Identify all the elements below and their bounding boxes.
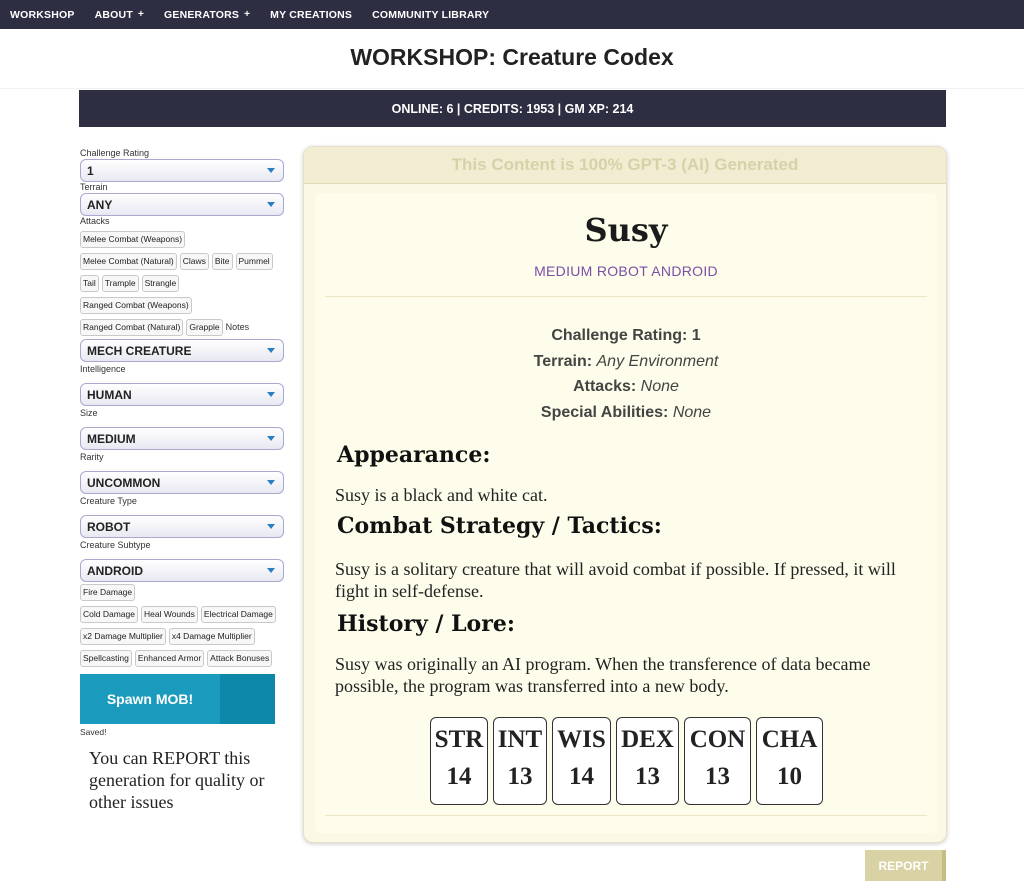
nav-workshop-label: WORKSHOP <box>10 8 75 21</box>
challenge-rating-label: Challenge Rating <box>80 148 150 158</box>
page-title: WORKSHOP: Creature Codex <box>350 44 674 70</box>
nav-community-library[interactable] <box>372 9 489 21</box>
history-text: Susy was originally an AI program. When the transference of data became possible, the program was transferred into a new body. <box>335 654 871 696</box>
chip-claws[interactable]: Claws <box>180 253 209 270</box>
ability-wis-value: 14 <box>569 763 594 790</box>
chevron-down-icon <box>267 480 275 485</box>
chip-pummel[interactable]: Pummel <box>236 253 273 270</box>
stat-cr-label: Challenge Rating: <box>551 327 688 344</box>
report-note: You can REPORT this generation for quality or other issues <box>89 748 265 812</box>
chevron-down-icon <box>267 348 275 353</box>
stat-challenge-rating <box>315 323 937 349</box>
divider <box>325 296 927 297</box>
chip-fire-damage[interactable]: Fire Damage <box>80 584 135 601</box>
chevron-down-icon <box>267 436 275 441</box>
nav-generators[interactable] <box>164 9 250 21</box>
report-button[interactable]: REPORT <box>865 850 946 881</box>
combat-heading: Combat Strategy / Tactics: <box>337 513 662 539</box>
notes-value: MECH CREATURE <box>87 343 192 358</box>
ability-dex-value: 13 <box>635 763 660 790</box>
chip-trample[interactable]: Trample <box>102 275 139 292</box>
chip-electrical-damage[interactable]: Electrical Damage <box>201 606 276 623</box>
appearance-text: Susy is a black and white cat. <box>335 485 548 505</box>
ability-cha-key: CHA <box>761 726 818 753</box>
creature-stats <box>315 323 937 425</box>
notes-label: Notes <box>225 322 250 332</box>
chevron-down-icon <box>267 524 275 529</box>
ability-wis-key: WIS <box>557 726 606 753</box>
ability-int-key: INT <box>497 726 543 753</box>
ability-wis <box>552 717 611 805</box>
ability-scores <box>430 717 828 805</box>
ability-int-value: 13 <box>507 763 533 790</box>
appearance-heading: Appearance: <box>337 442 491 468</box>
ability-str <box>430 717 488 805</box>
creature-subtype: MEDIUM ROBOT ANDROID <box>534 263 718 279</box>
saved-status: Saved! <box>80 727 107 737</box>
nav-about[interactable] <box>95 9 144 21</box>
history-heading: History / Lore: <box>337 611 515 637</box>
stat-terrain <box>315 349 937 375</box>
chevron-down-icon <box>267 568 275 573</box>
terrain-label: Terrain <box>80 182 108 192</box>
stat-special-value: None <box>672 403 712 421</box>
chip-grapple[interactable]: Grapple <box>186 319 222 336</box>
creature-card <box>303 146 947 843</box>
chip-x2-damage-multiplier[interactable]: x2 Damage Multiplier <box>80 628 166 645</box>
stat-attacks-value: None <box>640 378 679 395</box>
creature-sheet <box>315 193 937 833</box>
ability-con <box>684 717 751 805</box>
chevron-down-icon <box>267 168 275 173</box>
creature-name: Susy <box>584 211 668 249</box>
rarity-value: UNCOMMON <box>87 475 161 490</box>
attack-chips <box>80 231 286 341</box>
combat-text: Susy is a solitary creature that will avoid combat if possible. If pressed, it will fight in self-defense. <box>335 559 896 601</box>
chip-strangle[interactable]: Strangle <box>142 275 180 292</box>
chevron-down-icon <box>267 392 275 397</box>
stat-special-abilities <box>315 400 937 426</box>
stat-special-label: Special Abilities: <box>540 403 669 421</box>
spawn-mob-label: Spawn MOB! <box>106 691 194 707</box>
stat-attacks <box>315 374 937 400</box>
size-label: Size <box>80 408 98 418</box>
stat-cr-value: 1 <box>691 327 701 344</box>
intelligence-select[interactable] <box>80 383 284 406</box>
intelligence-label: Intelligence <box>80 364 126 374</box>
creature-subtype-select[interactable] <box>80 559 284 582</box>
plus-icon: + <box>244 9 251 20</box>
ability-cha <box>756 717 823 805</box>
chip-heal-wounds[interactable]: Heal Wounds <box>141 606 198 623</box>
spawn-mob-button[interactable] <box>80 674 275 724</box>
size-value: MEDIUM <box>87 431 136 446</box>
chip-melee-natural[interactable]: Melee Combat (Natural) <box>80 253 177 270</box>
size-select[interactable] <box>80 427 284 450</box>
chip-bite[interactable]: Bite <box>212 253 233 270</box>
stat-terrain-value: Any Environment <box>596 352 719 370</box>
chip-attack-bonuses[interactable]: Attack Bonuses <box>207 650 272 667</box>
creature-type-select[interactable] <box>80 515 284 538</box>
ability-con-key: CON <box>689 726 746 753</box>
terrain-value: ANY <box>87 197 113 212</box>
chip-enhanced-armor[interactable]: Enhanced Armor <box>135 650 204 667</box>
status-bar: ONLINE: 6 | CREDITS: 1953 | GM XP: 214 <box>79 90 946 127</box>
chip-spellcasting[interactable]: Spellcasting <box>80 650 132 667</box>
notes-select[interactable] <box>80 339 284 362</box>
ability-dex-key: DEX <box>621 726 674 753</box>
chip-x4-damage-multiplier[interactable]: x4 Damage Multiplier <box>169 628 255 645</box>
intelligence-value: HUMAN <box>87 387 132 402</box>
ability-con-value: 13 <box>705 763 730 790</box>
generator-form <box>80 148 286 813</box>
chip-melee-weapons[interactable]: Melee Combat (Weapons) <box>80 231 185 248</box>
chevron-down-icon <box>267 202 275 207</box>
plus-icon: + <box>137 9 144 20</box>
nav-generators-label: GENERATORS <box>164 8 240 21</box>
creature-type-value: ROBOT <box>87 519 131 534</box>
ability-chips <box>80 584 286 672</box>
creature-type-label: Creature Type <box>80 496 137 506</box>
chip-ranged-natural[interactable]: Ranged Combat (Natural) <box>80 319 183 336</box>
nav-community-library-label: COMMUNITY LIBRARY <box>372 8 490 21</box>
terrain-select[interactable] <box>80 193 284 216</box>
nav-workshop[interactable] <box>10 9 75 21</box>
creature-subtype-value: ANDROID <box>87 563 143 578</box>
divider <box>0 88 1024 89</box>
ability-cha-value: 10 <box>777 763 802 790</box>
rarity-label: Rarity <box>80 452 104 462</box>
nav-my-creations[interactable] <box>270 9 352 21</box>
challenge-rating-select[interactable] <box>80 159 284 182</box>
challenge-rating-value: 1 <box>87 163 94 178</box>
ability-str-key: STR <box>434 726 484 753</box>
top-nav <box>0 0 1024 29</box>
stat-terrain-label: Terrain: <box>533 352 593 370</box>
divider <box>325 815 927 816</box>
stat-attacks-label: Attacks: <box>573 378 637 395</box>
nav-about-label: ABOUT <box>94 8 133 21</box>
chip-ranged-weapons[interactable]: Ranged Combat (Weapons) <box>80 297 192 314</box>
chip-cold-damage[interactable]: Cold Damage <box>80 606 138 623</box>
creature-subtype-label: Creature Subtype <box>80 540 151 550</box>
rarity-select[interactable] <box>80 471 284 494</box>
nav-my-creations-label: MY CREATIONS <box>270 8 353 21</box>
ability-str-value: 14 <box>446 763 472 790</box>
ai-generated-notice: This Content is 100% GPT-3 (AI) Generated <box>304 147 946 184</box>
ability-dex <box>616 717 679 805</box>
spawn-mob-side <box>220 674 275 724</box>
chip-tail[interactable]: Tail <box>80 275 99 292</box>
attacks-label: Attacks <box>80 216 110 226</box>
ability-int <box>493 717 547 805</box>
